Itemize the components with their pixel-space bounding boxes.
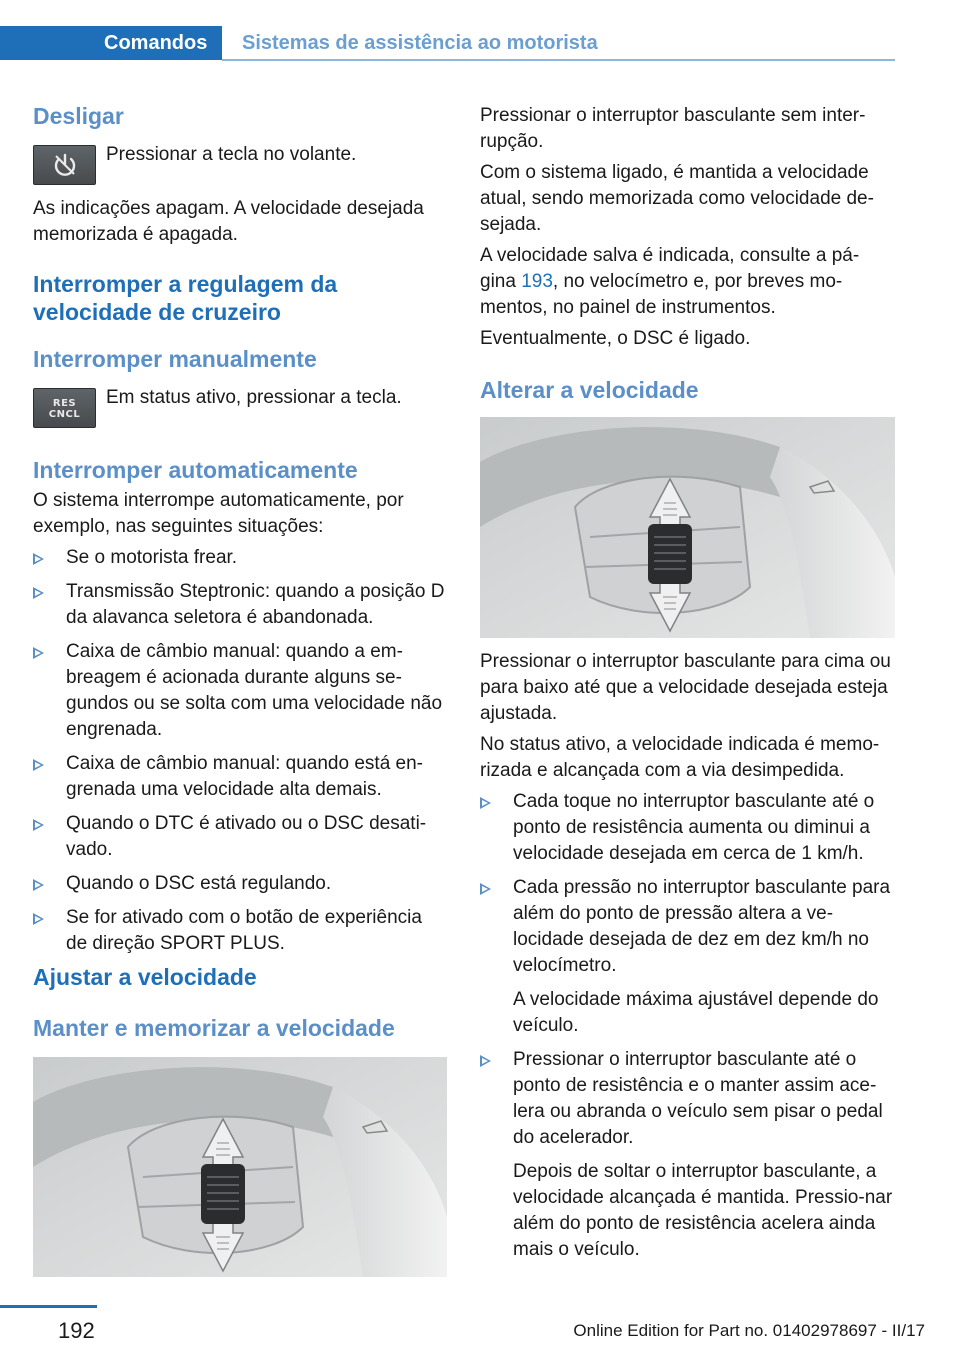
steering-wheel-rocker-switch-image: [480, 417, 895, 638]
header-rule: [222, 59, 895, 61]
edition-note: Online Edition for Part no. 01402978697 - II/17: [573, 1321, 925, 1340]
list-item: Quando o DTC é ativado ou o DSC desati-vado.: [33, 811, 447, 863]
alterar-heading: Alterar a velocidade: [480, 377, 699, 403]
manual-text: Em status ativo, pressionar a tecla.: [106, 387, 402, 408]
list-item: Cada pressão no interruptor basculante para além do ponto de pressão altera a ve-locidade desejada de dez em dez km/h no velocímetro. A velocidade máxima ajustável depende do veículo.: [480, 875, 895, 1039]
list-item: Cada toque no interruptor basculante até o ponto de resistência aumenta ou diminui a velocidade desejada em cerca de 1 km/h.: [480, 789, 895, 867]
manter-heading: Manter e memorizar a velocidade: [33, 1015, 395, 1041]
paragraph: Pressionar o interruptor basculante para cima ou para baixo até que a velocidade desejada esteja ajustada.: [480, 651, 891, 724]
desligar-heading: Desligar: [33, 103, 124, 129]
list-item-note: Depois de soltar o interruptor basculante, a velocidade alcançada é mantida. Pressio-nar além do ponto de resistência acelera ainda mais o veículo.: [513, 1161, 893, 1260]
section-title: Sistemas de assistência ao motorista: [242, 32, 598, 54]
bullet-triangle-icon: [480, 1055, 491, 1067]
bullet-triangle-icon: [33, 553, 44, 565]
bullet-triangle-icon: [480, 883, 491, 895]
bullet-triangle-icon: [33, 647, 44, 659]
list-item: Pressionar o interruptor basculante até o ponto de resistência e o manter assim ace-lera ou abranda o veículo sem pisar o pedal do acelerador. Depois de soltar o interruptor basculante, a velocidade alcançada é mantida. Pressio-nar além do ponto de resistência acelera ainda mais o veículo.: [480, 1047, 895, 1263]
desligar-key-text: Pressionar a tecla no volante.: [106, 144, 357, 165]
manual-heading: Interromper manualmente: [33, 346, 317, 372]
ajustar-heading: Ajustar a velocidade: [33, 964, 257, 990]
bullet-triangle-icon: [33, 587, 44, 599]
list-item: Quando o DSC está regulando.: [33, 871, 447, 897]
cncl-label: CNCL: [48, 409, 81, 420]
speed-adjust-list: [480, 789, 895, 1263]
paragraph: No status ativo, a velocidade indicada é memo-rizada e alcançada com a via desimpedida.: [480, 734, 880, 781]
list-item: Transmissão Steptronic: quando a posição D da alavanca seletora é abandonada.: [33, 579, 447, 631]
paragraph: Com o sistema ligado, é mantida a velocidade atual, sendo memorizada como velocidade de-sejada.: [480, 162, 874, 235]
paragraph: A velocidade salva é indicada, consulte a pá-gina 193, no velocímetro e, por breves mo-mentos, no painel de instrumentos.: [480, 245, 860, 318]
page-header: [0, 26, 895, 62]
bullet-triangle-icon: [33, 879, 44, 891]
res-label: RES: [52, 398, 77, 409]
page-number: 192: [58, 1318, 95, 1343]
list-item-note: A velocidade máxima ajustável depende do veículo.: [513, 989, 879, 1036]
bullet-triangle-icon: [33, 759, 44, 771]
page-number-rule: [0, 1305, 97, 1308]
desligar-text: As indicações apagam. A velocidade desejada memorizada é apagada.: [33, 198, 424, 245]
paragraph: Eventualmente, o DSC é ligado.: [480, 328, 751, 349]
bullet-triangle-icon: [480, 797, 491, 809]
chapter-tab: Comandos: [0, 26, 222, 60]
paragraph: Pressionar o interruptor basculante sem inter-rupção.: [480, 105, 866, 152]
bullet-triangle-icon: [33, 913, 44, 925]
auto-heading: Interromper automaticamente: [33, 457, 358, 483]
steering-wheel-rocker-switch-image: [33, 1057, 447, 1277]
list-item: Se o motorista frear.: [33, 545, 447, 571]
auto-text: O sistema interrompe automaticamente, por exemplo, nas seguintes situações:: [33, 490, 404, 537]
bullet-triangle-icon: [33, 819, 44, 831]
interromper-heading: Interromper a regulagem da velocidade de cruzeiro: [33, 271, 338, 325]
page-reference-link[interactable]: 193: [521, 271, 553, 292]
list-item: Se for ativado com o botão de experiência de direção SPORT PLUS.: [33, 905, 447, 957]
list-item: Caixa de câmbio manual: quando está en-grenada uma velocidade alta demais.: [33, 751, 447, 803]
res-cncl-key-icon: [33, 388, 96, 428]
cruise-control-off-key-icon: [33, 145, 96, 185]
auto-situations-list: [33, 545, 447, 957]
list-item: Caixa de câmbio manual: quando a em-breagem é acionada durante alguns se-gundos ou se solta com uma velocidade não engrenada.: [33, 639, 447, 743]
